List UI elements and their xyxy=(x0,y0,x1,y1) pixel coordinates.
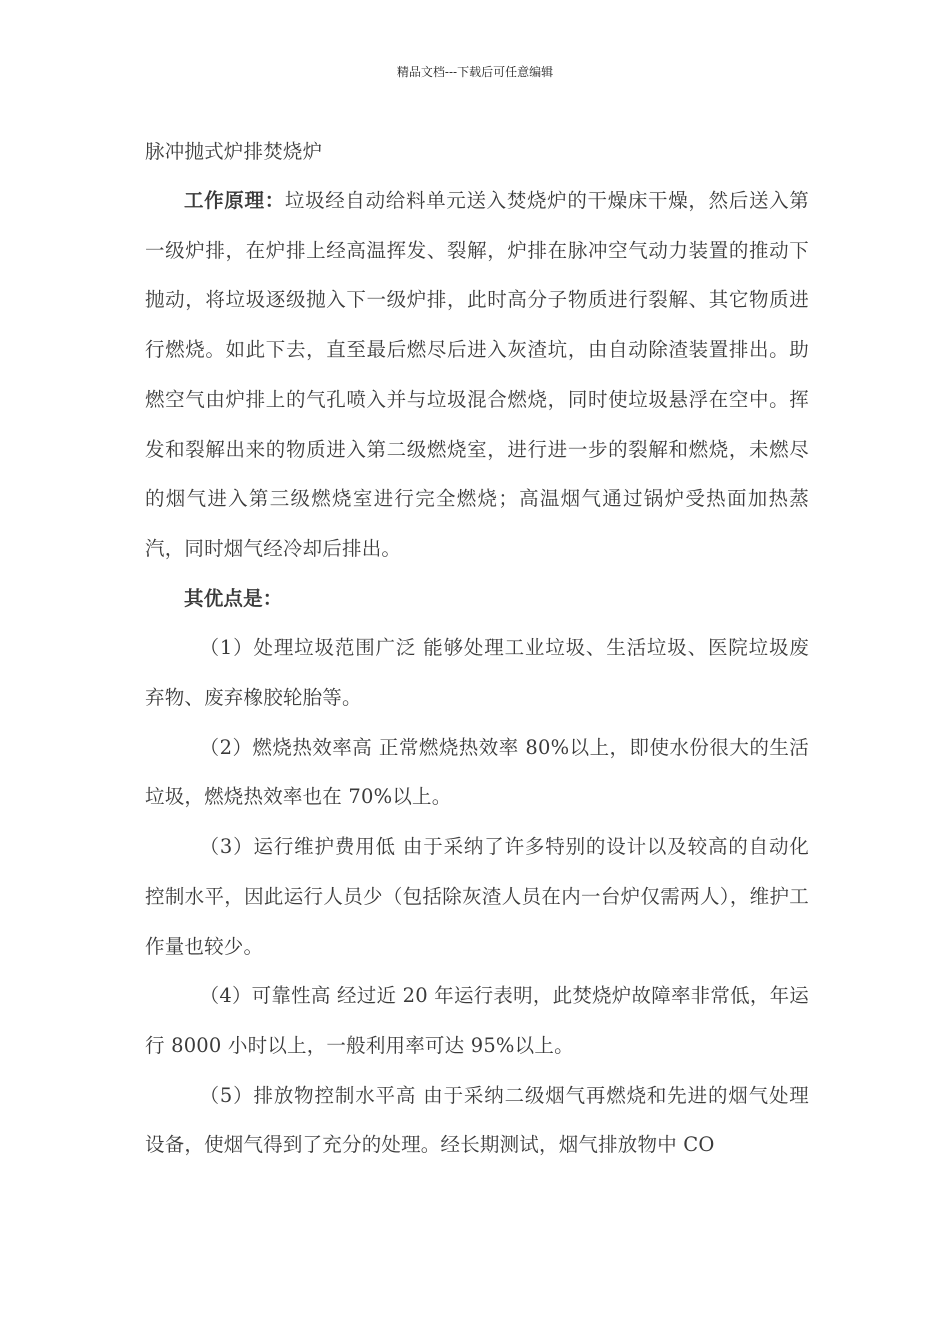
principle-paragraph xyxy=(145,176,809,574)
advantage-item-5: （5）排放物控制水平高 由于采纳二级烟气再燃烧和先进的烟气处理设备，使烟气得到了充分的处理。经长期测试，烟气排放物中 CO xyxy=(145,1083,809,1157)
document-body xyxy=(145,128,809,1170)
advantage-item-3: （3）运行维护费用低 由于采纳了许多特别的设计以及较高的自动化控制水平，因此运行人员少（包括除灰渣人员在内一台炉仅需两人），维护工作量也较少。 xyxy=(145,835,809,958)
principle-text: 垃圾经自动给料单元送入焚烧炉的干燥床干燥，然后送入第一级炉排，在炉排上经高温挥发、裂解，炉排在脉冲空气动力装置的推动下抛动，将垃圾逐级抛入下一级炉排，此时高分子物质进行裂解、其它物质进行燃烧。如此下去，直至最后燃尽后进入灰渣坑，由自动除渣装置排出。助燃空气由炉排上的气孔喷入并与垃圾混合燃烧，同时使垃圾悬浮在空中。挥发和裂解出来的物质进入第二级燃烧室，进行进一步的裂解和燃烧，未燃尽的烟气进入第三级燃烧室进行完全燃烧；高温烟气通过锅炉受热面加热蒸汽，同时烟气经冷却后排出。 xyxy=(145,189,809,560)
advantage-item-4: （4）可靠性高 经过近 20 年运行表明，此焚烧炉故障率非常低，年运行 8000 小时以上，一般利用率可达 95%以上。 xyxy=(145,984,809,1057)
document-title: 脉冲抛式炉排焚烧炉 xyxy=(145,140,323,163)
advantages-heading: 其优点是： xyxy=(184,586,283,610)
advantage-item-2: （2）燃烧热效率高 正常燃烧热效率 80%以上，即使水份很大的生活垃圾，燃烧热效率也在 70%以上。 xyxy=(145,735,809,809)
principle-label: 工作原理： xyxy=(184,189,285,212)
page-header: 精品文档---下载后可任意编辑 xyxy=(396,65,554,79)
advantage-item-1: （1）处理垃圾范围广泛 能够处理工业垃圾、生活垃圾、医院垃圾废弃物、废弃橡胶轮胎等。 xyxy=(145,636,809,710)
